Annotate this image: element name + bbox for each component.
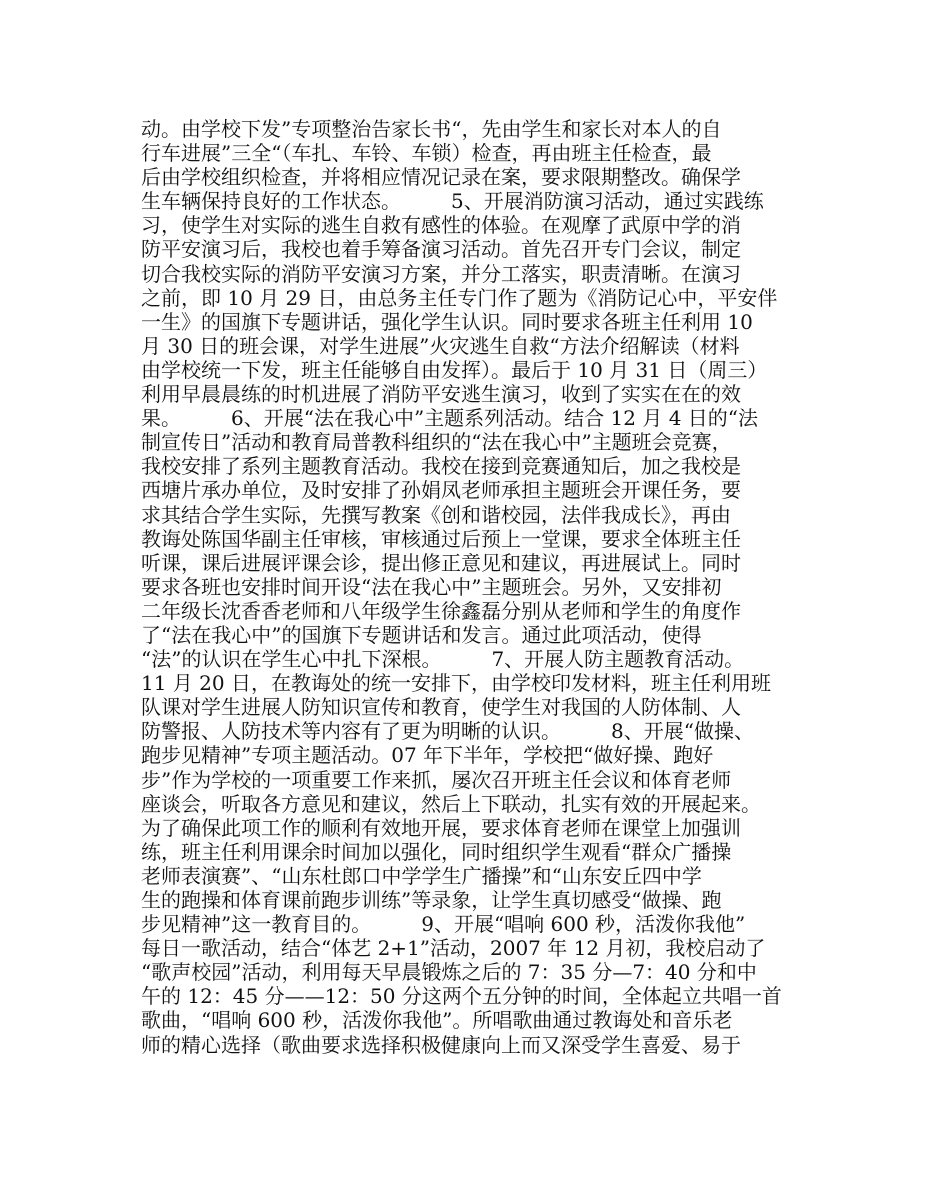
- text-line: “歌声校园”活动，利用每天早晨锻炼之后的 7：35 分—7：40 分和中: [141, 960, 757, 985]
- text-line: 防警报、人防技术等内容有了更为明晰的认识。 8、开展“做操、: [141, 719, 754, 744]
- text-line: 月 30 日的班会课，对学生进展”火灾逃生自救“方法介绍解读（材料: [141, 333, 740, 358]
- text-line: 练，班主任利用课余时间加以强化，同时组织学生观看“群众广播操: [141, 839, 732, 864]
- text-line: 我校安排了系列主题教育活动。我校在接到竞赛通知后，加之我校是: [141, 454, 741, 479]
- text-line: “法”的认识在学生心中扎下深根。 7、开展人防主题教育活动。: [141, 647, 745, 672]
- text-line: 午的 12：45 分——12：50 分这两个五分钟的时间，全体起立共唱一首: [141, 984, 782, 1009]
- text-line: 之前，即 10 月 29 日，由总务主任专门作了题为《消防记心中，平安伴: [141, 285, 778, 310]
- text-line: 教诲处陈国华副主任审核，审核通过后预上一堂课，要求全体班主任: [141, 526, 741, 551]
- text-line: 步见精神”这一教育目的。 9、开展“唱响 600 秒，活泼你我他”: [141, 912, 746, 937]
- text-line: 生的跑操和体育课前跑步训练”等录象，让学生真切感受“做操、跑: [141, 888, 722, 912]
- text-line: 队课对学生进展人防知识宣传和教育，使学生对我国的人防体制、人: [141, 695, 741, 720]
- text-line: 习，使学生对实际的逃生自救有感性的体验。在观摩了武原中学的消: [141, 213, 741, 238]
- text-line: 制宣传日”活动和教育局普教科组织的“法在我心中”主题班会竞赛，: [141, 430, 732, 455]
- text-line: 由学校统一下发，班主任能够自由发挥）。最后于 10 月 31 日（周三）: [141, 357, 768, 382]
- text-line: 防平安演习后，我校也着手筹备演习活动。首先召开专门会议，制定: [141, 237, 741, 262]
- document-body: [141, 117, 813, 1057]
- text-line: 果。 6、开展“法在我心中”主题系列活动。结合 12 月 4 日的“法: [141, 406, 759, 431]
- text-line: 11 月 20 日，在教诲处的统一安排下，由学校印发材料，班主任利用班: [141, 671, 771, 696]
- text-line: 步”作为学校的一项重要工作来抓，屡次召开班主任会议和体育老师: [141, 767, 732, 792]
- text-line: 每日一歌活动，结合“体艺 2+1”活动，2007 年 12 月初，我校启动了: [141, 936, 766, 961]
- text-line: 为了确保此项工作的顺利有效地开展，要求体育老师在课堂上加强训: [141, 815, 741, 840]
- text-line: 座谈会，听取各方意见和建议，然后上下联动，扎实有效的开展起来。: [141, 791, 761, 816]
- text-line: 利用早晨晨练的时机进展了消防平安逃生演习，收到了实实在在的效: [141, 382, 741, 407]
- text-line: 西塘片承办单位，及时安排了孙娟凤老师承担主题班会开课任务，要: [141, 478, 741, 503]
- text-line: 二年级长沈香香老师和八年级学生徐鑫磊分别从老师和学生的角度作: [141, 598, 741, 623]
- text-line: 一生》的国旗下专题讲话，强化学生认识。同时要求各班主任利用 10: [141, 309, 753, 334]
- text-line: 行车进展”三全“（车扎、车铃、车锁）检查，再由班主任检查，最: [141, 141, 712, 166]
- text-line: 歌曲，“唱响 600 秒，活泼你我他”。所唱歌曲通过教诲处和音乐老: [141, 1008, 733, 1033]
- text-line: 动。由学校下发”专项整治告家长书“，先由学生和家长对本人的自: [141, 117, 722, 141]
- text-line: 师的精心选择（歌曲要求选择积极健康向上而又深受学生喜爱、易于: [141, 1032, 741, 1057]
- text-line: 听课，课后进展评课会诊，提出修正意见和建议，再进展试上。同时: [141, 550, 741, 575]
- text-line: 生车辆保持良好的工作状态。 5、开展消防演习活动，通过实践练: [141, 189, 764, 214]
- text-line: 老师表演赛”、“山东杜郎口中学学生广播操”和“山东安丘四中学: [141, 863, 702, 888]
- text-line: 跑步见精神”专项主题活动。07 年下半年，学校把“做好操、跑好: [141, 743, 714, 768]
- text-line: 求其结合学生实际，先撰写教案《创和谐校园，法伴我成长》，再由: [141, 502, 731, 527]
- text-line: 切合我校实际的消防平安演习方案，并分工落实，职责清晰。在演习: [141, 261, 741, 286]
- text-line: 后由学校组织检查，并将相应情况记录在案，要求限期整改。确保学: [141, 165, 741, 190]
- text-line: 了“法在我心中”的国旗下专题讲话和发言。通过此项活动，使得: [141, 622, 702, 647]
- text-line: 要求各班也安排时间开设“法在我心中”主题班会。另外，又安排初: [141, 574, 722, 599]
